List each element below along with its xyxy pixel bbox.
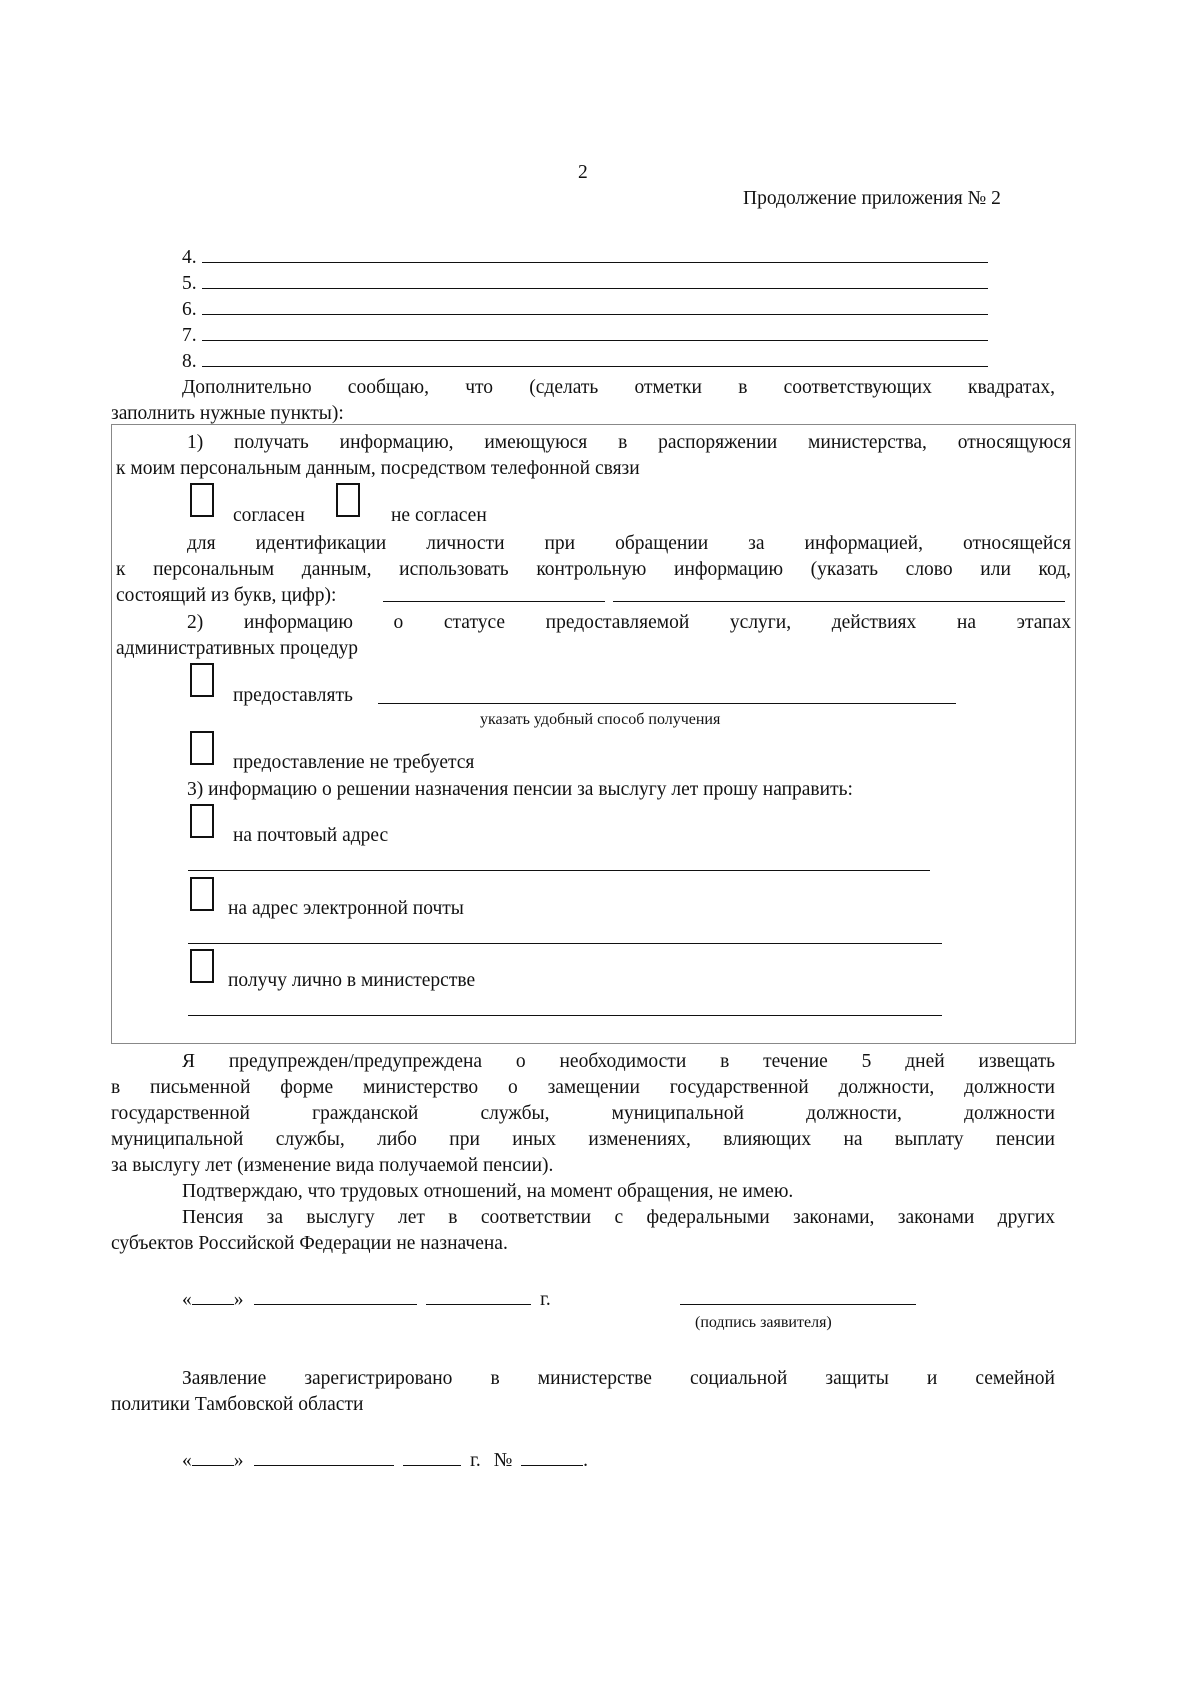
numbered-line-4[interactable]: 4. <box>182 247 197 268</box>
provide-method-field[interactable] <box>378 703 956 704</box>
disagree-label: не согласен <box>391 505 487 526</box>
day-field[interactable] <box>192 1286 234 1305</box>
reg-day-field[interactable] <box>192 1447 234 1466</box>
pension-line-2: субъектов Российской Федерации не назначена. <box>111 1233 508 1254</box>
agree-label: согласен <box>233 505 305 526</box>
item3-line-1: 3) информацию о решении назначения пенсии за выслугу лет прошу направить: <box>187 779 853 800</box>
warning-line-2: в письменной форме министерство о замещении государственной должности, должности <box>111 1077 1055 1098</box>
item1-ident-line-3: состоящий из букв, цифр): <box>116 585 337 606</box>
year-field[interactable] <box>426 1286 531 1305</box>
not-required-checkbox[interactable] <box>190 731 214 765</box>
control-info-field-1[interactable] <box>383 601 605 602</box>
registration-line-1: Заявление зарегистрировано в министерстве социальной защиты и семейной <box>182 1368 1055 1389</box>
item1-ident-line-1: для идентификации личности при обращении за информацией, относящейся <box>187 533 1071 554</box>
fill-line-5 <box>202 288 988 289</box>
warning-line-1: Я предупрежден/предупреждена о необходимости в течение 5 дней извещать <box>182 1051 1055 1072</box>
pension-line-1: Пенсия за выслугу лет в соответствии с федеральными законами, законами других <box>182 1207 1055 1228</box>
not-required-label: предоставление не требуется <box>233 752 475 773</box>
email-label: на адрес электронной почты <box>228 898 464 919</box>
signature-caption: (подпись заявителя) <box>695 1314 832 1331</box>
intro-line-1: Дополнительно сообщаю, что (сделать отметки в соответствующих квадратах, <box>182 377 1055 398</box>
numbered-line-7[interactable]: 7. <box>182 325 197 346</box>
warning-line-5: за выслугу лет (изменение вида получаемой пенсии). <box>111 1155 554 1176</box>
personal-label: получу лично в министерстве <box>228 970 476 991</box>
signature-field[interactable] <box>680 1304 916 1305</box>
item1-line-1: 1) получать информацию, имеющуюся в распоряжении министерства, относящуюся <box>187 432 1071 453</box>
appendix-header: Продолжение приложения № 2 <box>743 188 1001 209</box>
warning-line-4: муниципальной службы, либо при иных изменениях, влияющих на выплату пенсии <box>111 1129 1055 1150</box>
provide-label: предоставлять <box>233 685 353 706</box>
fill-line-6 <box>202 314 988 315</box>
fill-line-4 <box>202 262 988 263</box>
reg-number-field[interactable] <box>521 1447 583 1466</box>
registration-line-2: политики Тамбовской области <box>111 1394 364 1415</box>
applicant-date: « » г. <box>182 1286 551 1313</box>
control-info-field-2[interactable] <box>613 601 1065 602</box>
postal-label: на почтовый адрес <box>233 825 389 846</box>
item2-line-2: административных процедур <box>116 638 359 659</box>
numbered-line-5[interactable]: 5. <box>182 273 197 294</box>
disagree-checkbox[interactable] <box>336 483 360 517</box>
reg-month-field[interactable] <box>254 1447 394 1466</box>
intro-line-2: заполнить нужные пункты): <box>111 403 344 424</box>
registration-date: « » г. № . <box>182 1447 588 1474</box>
item2-line-1: 2) информацию о статусе предоставляемой услуги, действиях на этапах <box>187 612 1071 633</box>
agree-checkbox[interactable] <box>190 483 214 517</box>
provide-checkbox[interactable] <box>190 663 214 697</box>
confirm-text: Подтверждаю, что трудовых отношений, на момент обращения, не имею. <box>182 1181 794 1202</box>
page-number: 2 <box>578 162 588 183</box>
provide-method-hint: указать удобный способ получения <box>480 711 721 728</box>
month-field[interactable] <box>254 1286 417 1305</box>
email-address-field[interactable] <box>188 943 942 944</box>
numbered-line-6[interactable]: 6. <box>182 299 197 320</box>
numbered-line-8[interactable]: 8. <box>182 351 197 372</box>
warning-line-3: государственной гражданской службы, муниципальной должности, должности <box>111 1103 1055 1124</box>
reg-year-field[interactable] <box>403 1447 461 1466</box>
fill-line-8 <box>202 366 988 367</box>
postal-checkbox[interactable] <box>190 804 214 838</box>
fill-line-7 <box>202 340 988 341</box>
email-checkbox[interactable] <box>190 877 214 911</box>
item1-ident-line-2: к персональным данным, использовать контрольную информацию (указать слово или код, <box>116 559 1071 580</box>
personal-field[interactable] <box>188 1015 942 1016</box>
item1-line-2: к моим персональным данным, посредством телефонной связи <box>116 458 640 479</box>
postal-address-field[interactable] <box>188 870 930 871</box>
personal-checkbox[interactable] <box>190 949 214 983</box>
